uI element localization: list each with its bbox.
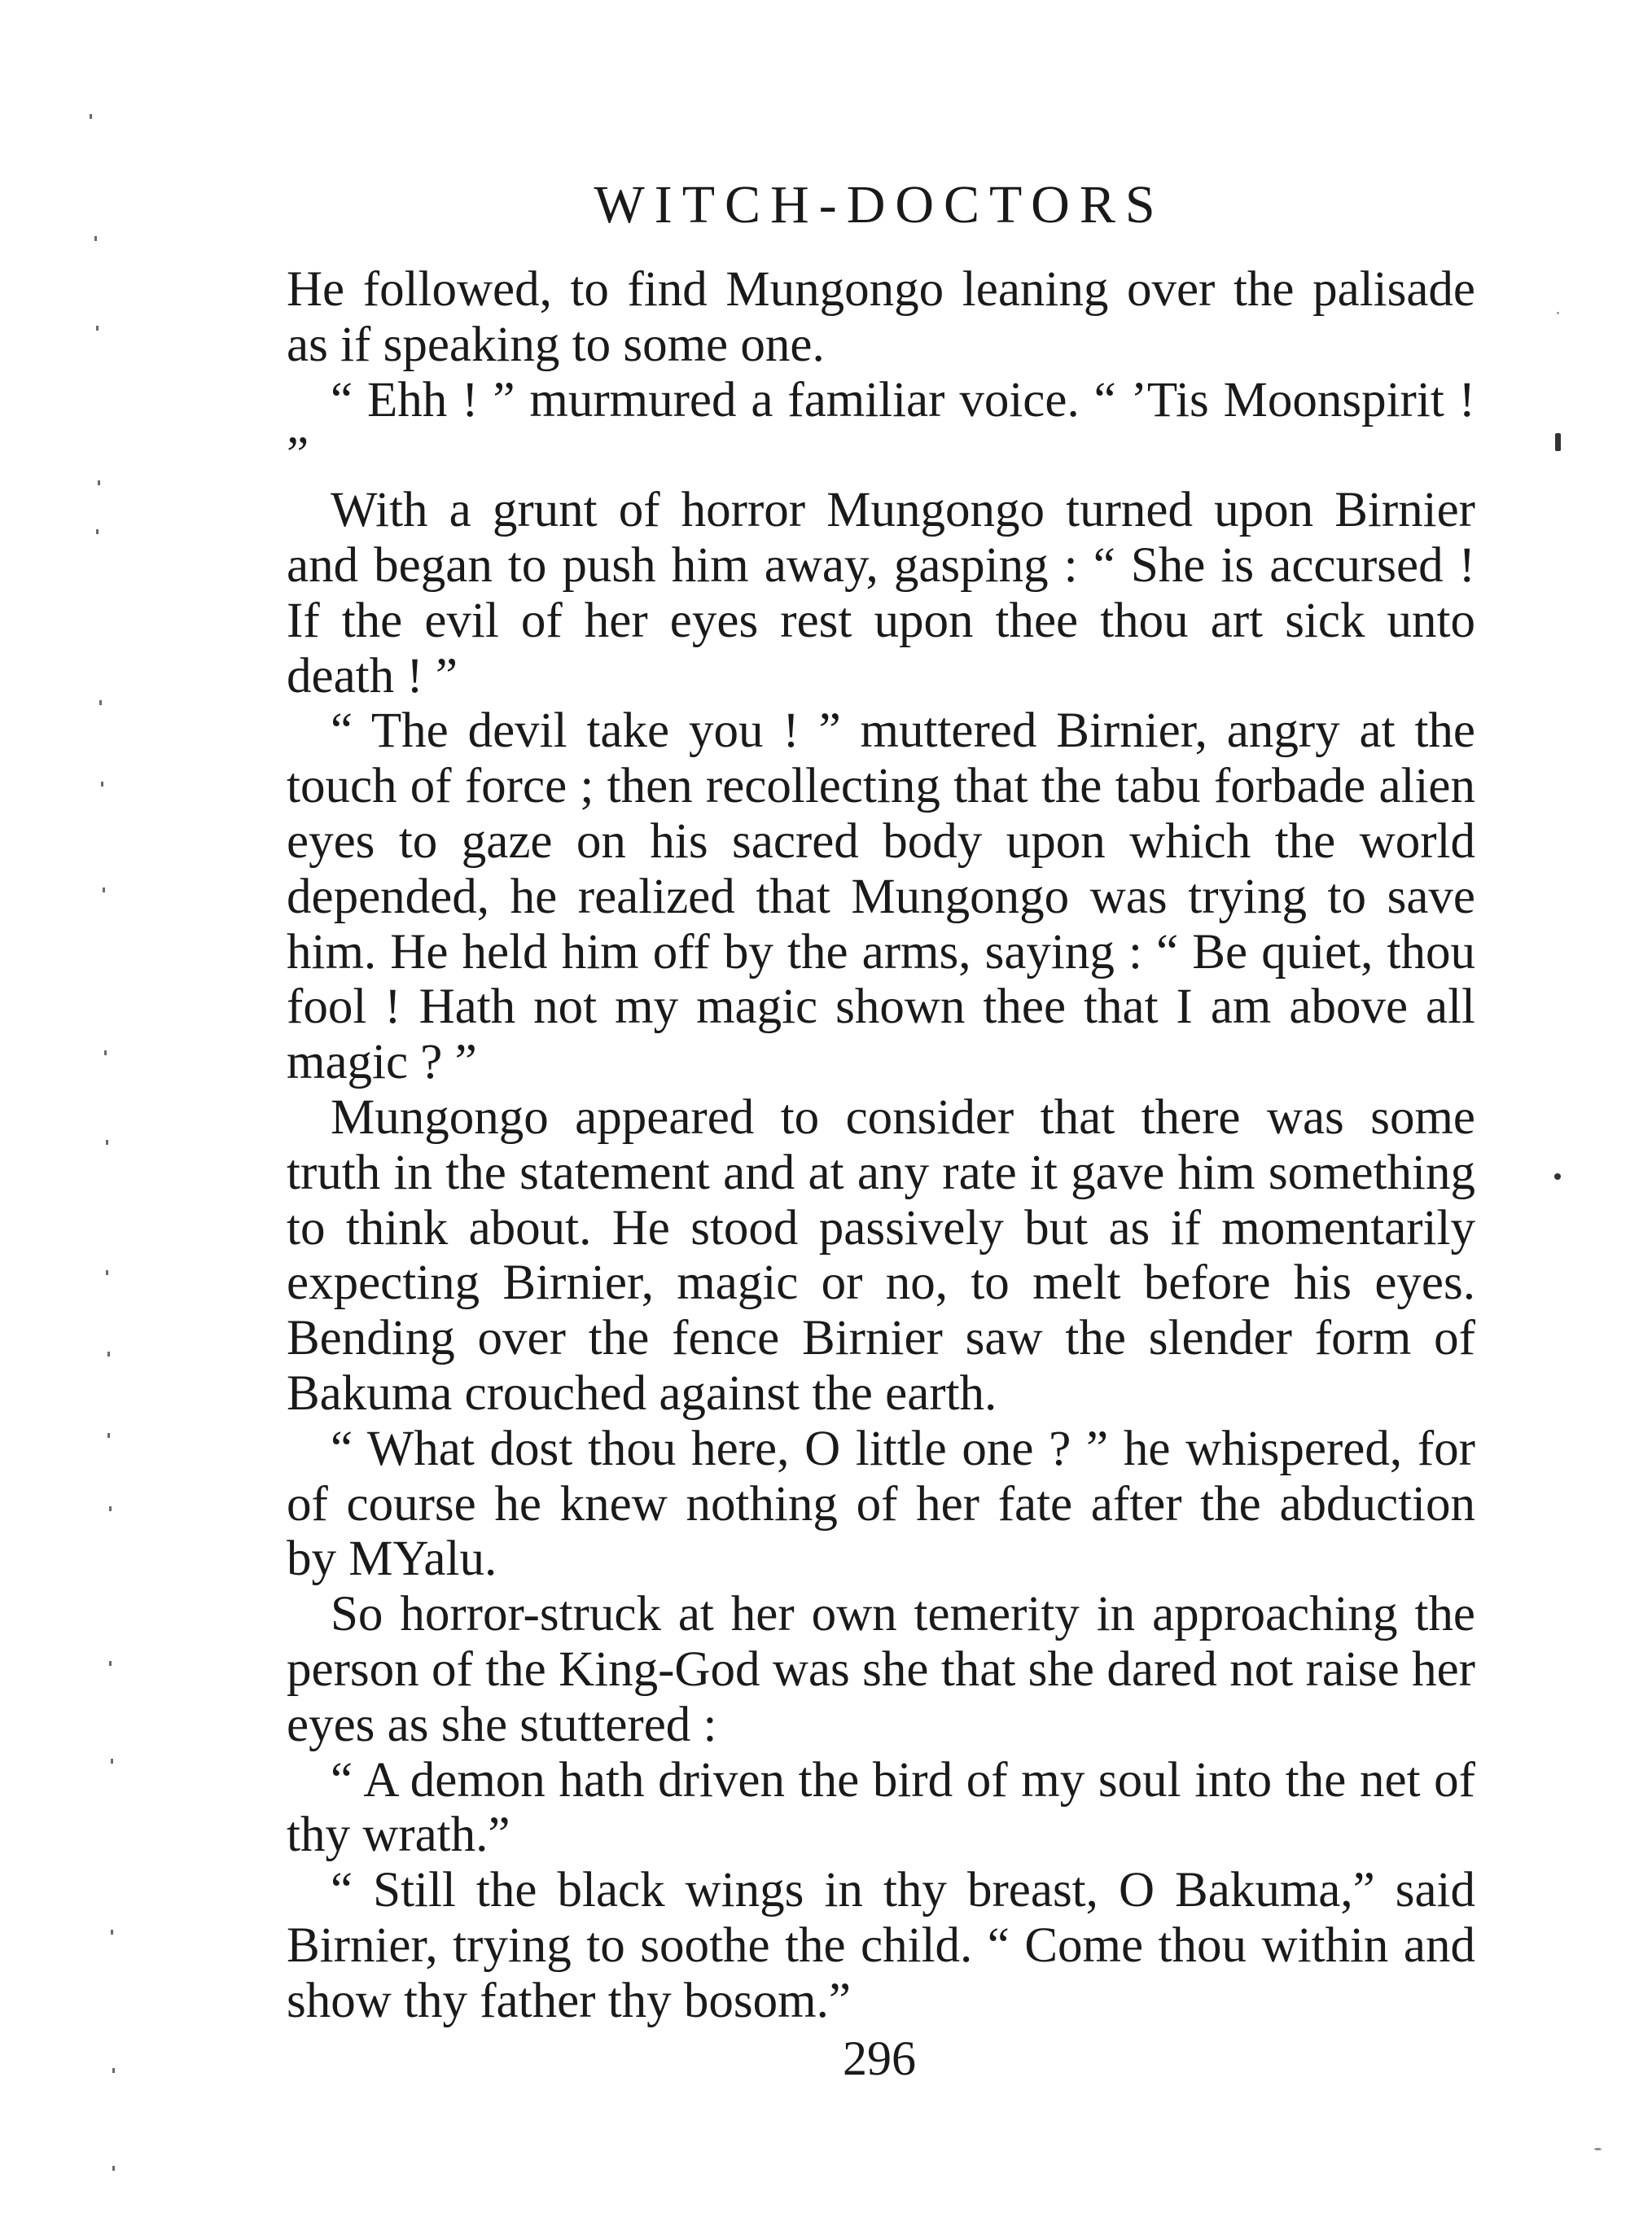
scan-mark — [99, 700, 102, 705]
scan-mark — [96, 326, 99, 331]
scan-mark — [107, 1433, 110, 1438]
running-head: WITCH-DOCTORS — [594, 175, 1165, 234]
paragraph: “ The devil take you ! ” muttered Birnier, angry at the touch of force ; then recollecting that the tabu forbade alien eyes to gaze on his sacred body upon which the world depended, he realized that Mungongo was trying to save him. He held him off by the arms, saying : “ Be quiet, thou fool ! Hath not my magic shown thee that I am above all magic ? ” — [287, 703, 1475, 1090]
scan-mark — [109, 1506, 112, 1511]
scan-mark — [109, 1661, 112, 1666]
paragraph: “ A demon hath driven the bird of my soul into the net of thy wrath.” — [287, 1752, 1475, 1863]
scan-mark — [112, 2068, 115, 2073]
scan-mark — [112, 2166, 115, 2171]
scan-mark — [1555, 433, 1561, 451]
paragraph: Mungongo appeared to consider that there was some truth in the statement and at any rate it gave him something to think about. He stood passively but as if momentarily expecting Birnier, magic or no, to melt before his eyes. Bending over the fence Birnier saw the slender form of Bakuma crouched against the earth. — [287, 1089, 1475, 1421]
paragraph: “ What dost thou here, O little one ? ” he whispered, for of course he knew nothing of her fate after the abduction by MYalu. — [287, 1421, 1475, 1587]
paragraph: “ Still the black wings in thy breast, O Bakuma,” said Birnier, trying to soothe the child. “ Come thou within and show thy father thy bosom.” — [287, 1863, 1475, 2028]
scan-mark — [1554, 1173, 1561, 1180]
scan-mark — [98, 480, 100, 485]
scan-mark — [94, 236, 97, 241]
scan-mark — [90, 114, 92, 119]
scan-mark — [106, 1270, 108, 1275]
scan-mark — [104, 1050, 107, 1055]
scan-mark — [103, 887, 105, 892]
paragraph: He followed, to find Mungongo leaning over the palisade as if speaking to some one. — [287, 262, 1475, 372]
paragraph: “ Ehh ! ” murmured a familiar voice. “ ’Tis Moonspirit ! ” — [287, 372, 1475, 483]
scan-mark — [101, 782, 103, 787]
scan-mark — [106, 1140, 108, 1145]
scan-mark — [107, 1352, 110, 1356]
scan-mark — [111, 1930, 113, 1935]
scan-mark — [111, 1759, 113, 1764]
scan-mark — [1594, 2148, 1602, 2150]
scan-mark — [1557, 312, 1559, 314]
page-number: 296 — [843, 2031, 916, 2085]
body-text — [287, 262, 1475, 2029]
scan-mark — [96, 529, 99, 534]
paragraph: So horror-struck at her own temerity in approaching the person of the King-God was she that she dared not raise her eyes as she stuttered : — [287, 1587, 1475, 1752]
paragraph: With a grunt of horror Mungongo turned upon Birnier and began to push him away, gasping : “ She is accursed ! If the evil of her eyes rest upon thee thou art sick unto death ! ” — [287, 483, 1475, 703]
